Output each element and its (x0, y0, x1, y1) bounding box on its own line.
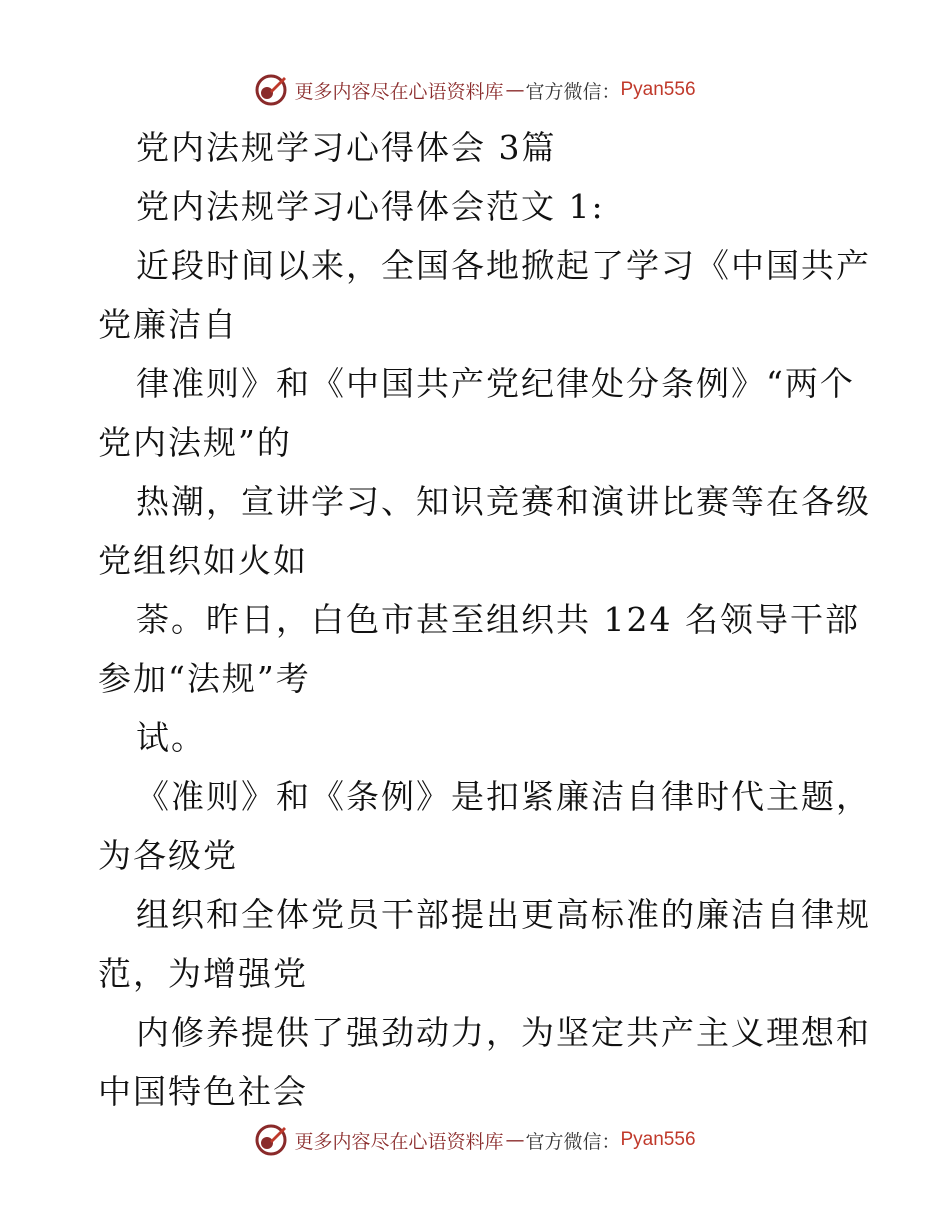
watermark-header (0, 70, 950, 110)
text-line: 试。 (136, 718, 206, 757)
watermark-separator: — (505, 1129, 524, 1151)
text-line: 《准则》和《条例》是扣紧廉洁自律时代主题， (136, 777, 871, 816)
watermark-separator: — (505, 79, 524, 101)
text-line: 党内法规学习心得体会范文 1: (136, 187, 605, 226)
text-line: 党组织如火如 (98, 541, 308, 580)
text-line: 党内法规学习心得体会 3篇 (136, 128, 557, 167)
pen-logo-icon (254, 1123, 288, 1157)
pen-logo-icon (254, 73, 288, 107)
text-line: 荼。昨日，白色市甚至组织共 124 名领导干部 (136, 600, 860, 639)
watermark-footer (0, 1120, 950, 1160)
text-line: 热潮，宣讲学习、知识竞赛和演讲比赛等在各级 (136, 482, 871, 521)
watermark-label: 官方微信： (525, 80, 621, 103)
text-line: 党廉洁自 (98, 305, 238, 344)
text-line: 中国特色社会 (98, 1072, 308, 1111)
text-line: 近段时间以来，全国各地掀起了学习《中国共产 (136, 246, 871, 285)
watermark-label: 官方微信： (525, 1130, 621, 1153)
document-body (98, 118, 871, 1121)
watermark-text: 更多内容尽在心语资料库 (294, 1130, 504, 1153)
text-line: 范，为增强党 (98, 954, 308, 993)
text-line: 组织和全体党员干部提出更高标准的廉洁自律规 (136, 895, 871, 934)
text-line: 内修养提供了强劲动力，为坚定共产主义理想和 (136, 1013, 871, 1052)
watermark-text: 更多内容尽在心语资料库 (294, 80, 504, 103)
text-line: 为各级党 (98, 836, 238, 875)
text-line: 党内法规”的 (98, 423, 292, 462)
watermark-wechat-id: Pyan556 (620, 1129, 696, 1150)
watermark-wechat-id: Pyan556 (620, 79, 696, 100)
text-line: 参加“法规”考 (98, 659, 311, 698)
text-line: 律准则》和《中国共产党纪律处分条例》“两个 (136, 364, 855, 403)
